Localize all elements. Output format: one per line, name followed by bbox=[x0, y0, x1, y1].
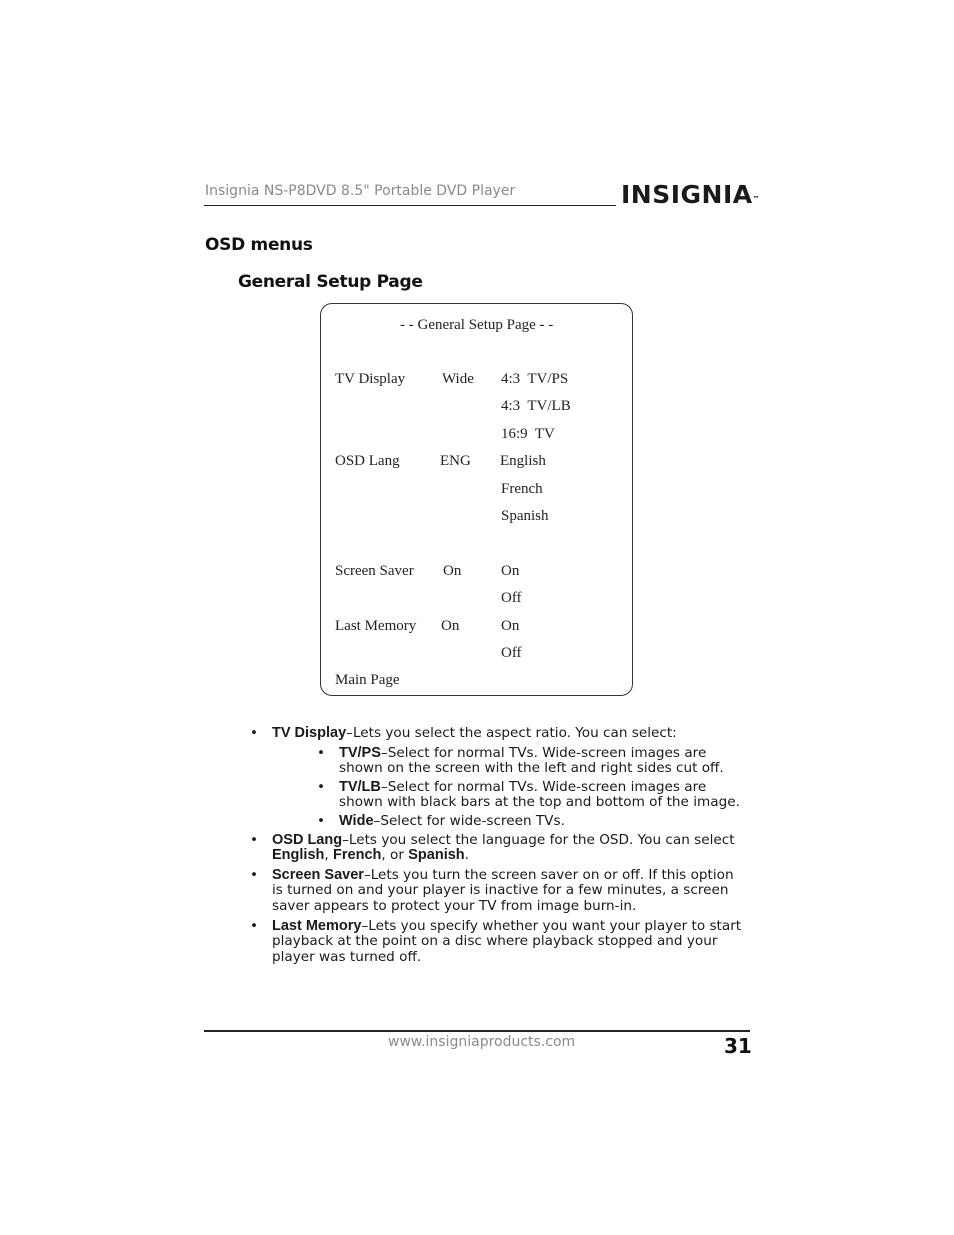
list-item bbox=[250, 726, 745, 742]
osd-option: French bbox=[501, 481, 543, 497]
list-item bbox=[250, 868, 745, 915]
list-item bbox=[317, 780, 745, 811]
separator: , bbox=[324, 847, 334, 864]
bullet-term: TV/LB bbox=[339, 778, 381, 795]
bullet-text: –Lets you select the aspect ratio. You can select: bbox=[346, 725, 677, 741]
bullet-text: –Select for wide-screen TVs. bbox=[373, 812, 565, 829]
osd-title: - - General Setup Page - - bbox=[400, 317, 554, 333]
osd-option: 4:3 TV/PS bbox=[501, 371, 569, 387]
osd-option: 16:9 TV bbox=[501, 426, 555, 442]
bullet-text: –Select for normal TVs. Wide-screen images are shown on the screen with the left and right sides cut off. bbox=[339, 744, 724, 777]
separator: , or bbox=[381, 847, 409, 864]
list-item bbox=[317, 746, 745, 777]
sentence-end: . bbox=[464, 847, 469, 864]
bullet-term: Last Memory bbox=[272, 917, 362, 934]
subsection-title: General Setup Page bbox=[238, 272, 423, 292]
bullet-dot: • bbox=[317, 744, 326, 761]
osd-option: Off bbox=[501, 590, 522, 606]
osd-option: 4:3 TV/LB bbox=[501, 398, 571, 414]
logo-text: INSIGNIA bbox=[621, 180, 753, 209]
bullet-dot: • bbox=[250, 866, 259, 883]
insignia-logo bbox=[621, 180, 760, 210]
osd-row-value: Wide bbox=[442, 371, 474, 387]
language-option: English bbox=[272, 847, 325, 864]
osd-row-value: On bbox=[441, 618, 460, 634]
osd-option: Off bbox=[501, 645, 522, 661]
list-item bbox=[250, 919, 745, 966]
osd-option: English bbox=[500, 453, 546, 469]
bullet-dot: • bbox=[250, 831, 259, 848]
bullet-text: –Lets you turn the screen saver on or off. If this option is turned on and your player is inactive for a few minutes, a screen saver appears to protect your TV from image burn-in. bbox=[272, 866, 734, 914]
bullet-term: Screen Saver bbox=[272, 866, 364, 883]
footer-rule bbox=[204, 1030, 750, 1032]
section-title: OSD menus bbox=[205, 235, 313, 255]
page-number: 31 bbox=[724, 1034, 752, 1058]
osd-row-value: ENG bbox=[440, 453, 471, 469]
bullet-dot: • bbox=[317, 812, 326, 829]
bullet-term: TV/PS bbox=[339, 744, 381, 761]
bullet-term: OSD Lang bbox=[272, 831, 343, 848]
osd-option: On bbox=[501, 618, 520, 634]
osd-option: Spanish bbox=[501, 508, 549, 524]
document-header-title: Insignia NS-P8DVD 8.5" Portable DVD Player bbox=[205, 183, 516, 199]
bullet-dot: • bbox=[317, 778, 326, 795]
osd-row-value: On bbox=[443, 563, 462, 579]
osd-row-label: TV Display bbox=[335, 371, 406, 387]
header-rule bbox=[204, 205, 616, 206]
footer-url: www.insigniaproducts.com bbox=[388, 1034, 576, 1050]
list-item bbox=[317, 814, 745, 830]
bullet-text: –Select for normal TVs. Wide-screen images are shown with black bars at the top and bottom of the image. bbox=[339, 778, 740, 811]
bullet-term: Wide bbox=[339, 812, 374, 829]
osd-menu-diagram bbox=[320, 303, 633, 696]
osd-row-label: Last Memory bbox=[335, 618, 417, 634]
osd-row-label: Screen Saver bbox=[335, 563, 414, 579]
bullet-text: –Lets you select the language for the OSD. You can select bbox=[342, 831, 735, 848]
osd-footer: Main Page bbox=[335, 672, 400, 688]
logo-trademark: ™ bbox=[752, 195, 761, 203]
osd-option: On bbox=[501, 563, 520, 579]
bullet-term: TV Display bbox=[272, 725, 347, 741]
list-item bbox=[250, 833, 745, 864]
bullet-dot: • bbox=[250, 725, 259, 741]
language-option: Spanish bbox=[408, 847, 465, 864]
bullet-dot: • bbox=[250, 917, 259, 934]
bullet-text: –Lets you specify whether you want your player to start playback at the point on a disc where playback stopped and your player was turned off. bbox=[272, 917, 742, 965]
osd-row-label: OSD Lang bbox=[335, 453, 400, 469]
bullet-list bbox=[250, 726, 745, 969]
language-option: French bbox=[333, 847, 382, 864]
